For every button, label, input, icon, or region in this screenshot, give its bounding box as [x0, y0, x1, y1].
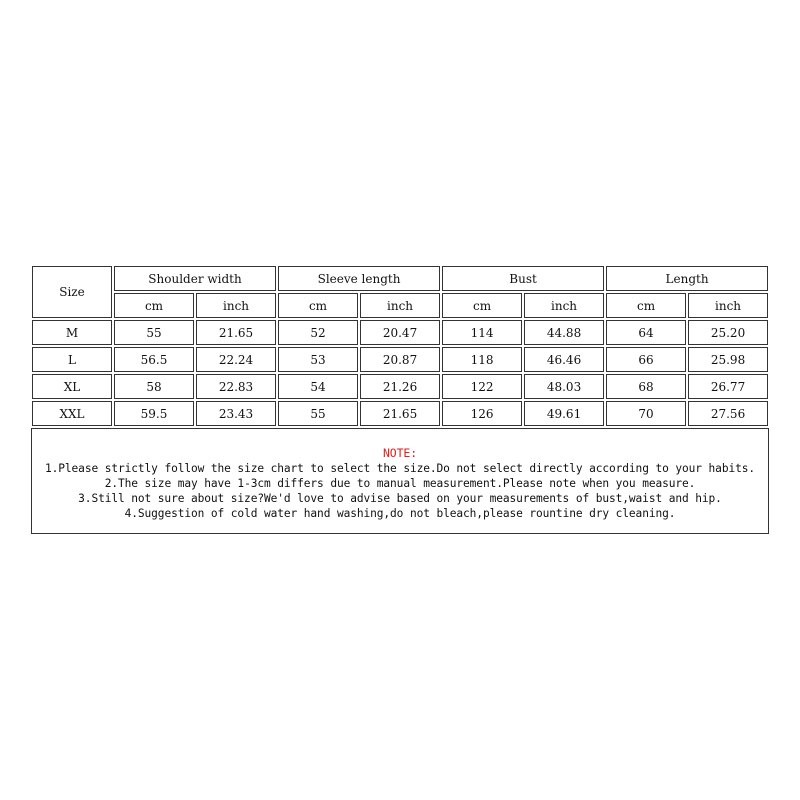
group-header-row [32, 266, 768, 291]
table-row [32, 401, 768, 426]
table-cell: 21.65 [196, 320, 276, 345]
table-cell: 22.24 [196, 347, 276, 372]
note-line: 4.Suggestion of cold water hand washing,do not bleach,please rountine dry cleaning. [124, 507, 676, 520]
table-cell: 22.83 [196, 374, 276, 399]
table-cell: 70 [606, 401, 686, 426]
table-cell: 66 [606, 347, 686, 372]
size-chart [30, 264, 770, 534]
table-cell: 27.56 [688, 401, 768, 426]
note-line: 1.Please strictly follow the size chart to select the size.Do not select directly according to your habits. [45, 462, 755, 475]
unit-header: inch [196, 293, 276, 318]
size-label: XL [32, 374, 112, 399]
table-cell: 20.47 [360, 320, 440, 345]
group-header-sleeve-length: Sleeve length [278, 266, 440, 291]
unit-header: inch [688, 293, 768, 318]
table-cell: 25.98 [688, 347, 768, 372]
note-line: 2.The size may have 1-3cm differs due to manual measurement.Please note when you measure. [104, 477, 696, 490]
table-cell: 21.26 [360, 374, 440, 399]
table-cell: 48.03 [524, 374, 604, 399]
table-cell: 49.61 [524, 401, 604, 426]
table-cell: 64 [606, 320, 686, 345]
unit-header: cm [442, 293, 522, 318]
table-cell: 46.46 [524, 347, 604, 372]
size-label: XXL [32, 401, 112, 426]
note-title: NOTE: [382, 446, 418, 460]
table-cell: 126 [442, 401, 522, 426]
unit-header: cm [278, 293, 358, 318]
size-table [30, 264, 770, 428]
table-cell: 26.77 [688, 374, 768, 399]
note-line: 3.Still not sure about size?We'd love to advise based on your measurements of bust,waist and hip. [78, 492, 722, 505]
table-cell: 58 [114, 374, 194, 399]
group-header-shoulder-width: Shoulder width [114, 266, 276, 291]
table-cell: 59.5 [114, 401, 194, 426]
table-cell: 53 [278, 347, 358, 372]
table-cell: 122 [442, 374, 522, 399]
table-cell: 55 [278, 401, 358, 426]
table-cell: 54 [278, 374, 358, 399]
table-cell: 20.87 [360, 347, 440, 372]
table-cell: 114 [442, 320, 522, 345]
table-cell: 55 [114, 320, 194, 345]
size-column-header: Size [32, 266, 112, 318]
table-row [32, 374, 768, 399]
group-header-bust: Bust [442, 266, 604, 291]
size-label: M [32, 320, 112, 345]
table-row [32, 320, 768, 345]
table-cell: 21.65 [360, 401, 440, 426]
table-row [32, 347, 768, 372]
table-cell: 23.43 [196, 401, 276, 426]
table-cell: 118 [442, 347, 522, 372]
note-box [31, 428, 769, 534]
group-header-length: Length [606, 266, 768, 291]
table-cell: 56.5 [114, 347, 194, 372]
table-cell: 25.20 [688, 320, 768, 345]
table-cell: 44.88 [524, 320, 604, 345]
unit-header: cm [114, 293, 194, 318]
unit-header: cm [606, 293, 686, 318]
unit-header: inch [360, 293, 440, 318]
size-label: L [32, 347, 112, 372]
unit-header: inch [524, 293, 604, 318]
table-cell: 68 [606, 374, 686, 399]
table-cell: 52 [278, 320, 358, 345]
unit-header-row [32, 293, 768, 318]
